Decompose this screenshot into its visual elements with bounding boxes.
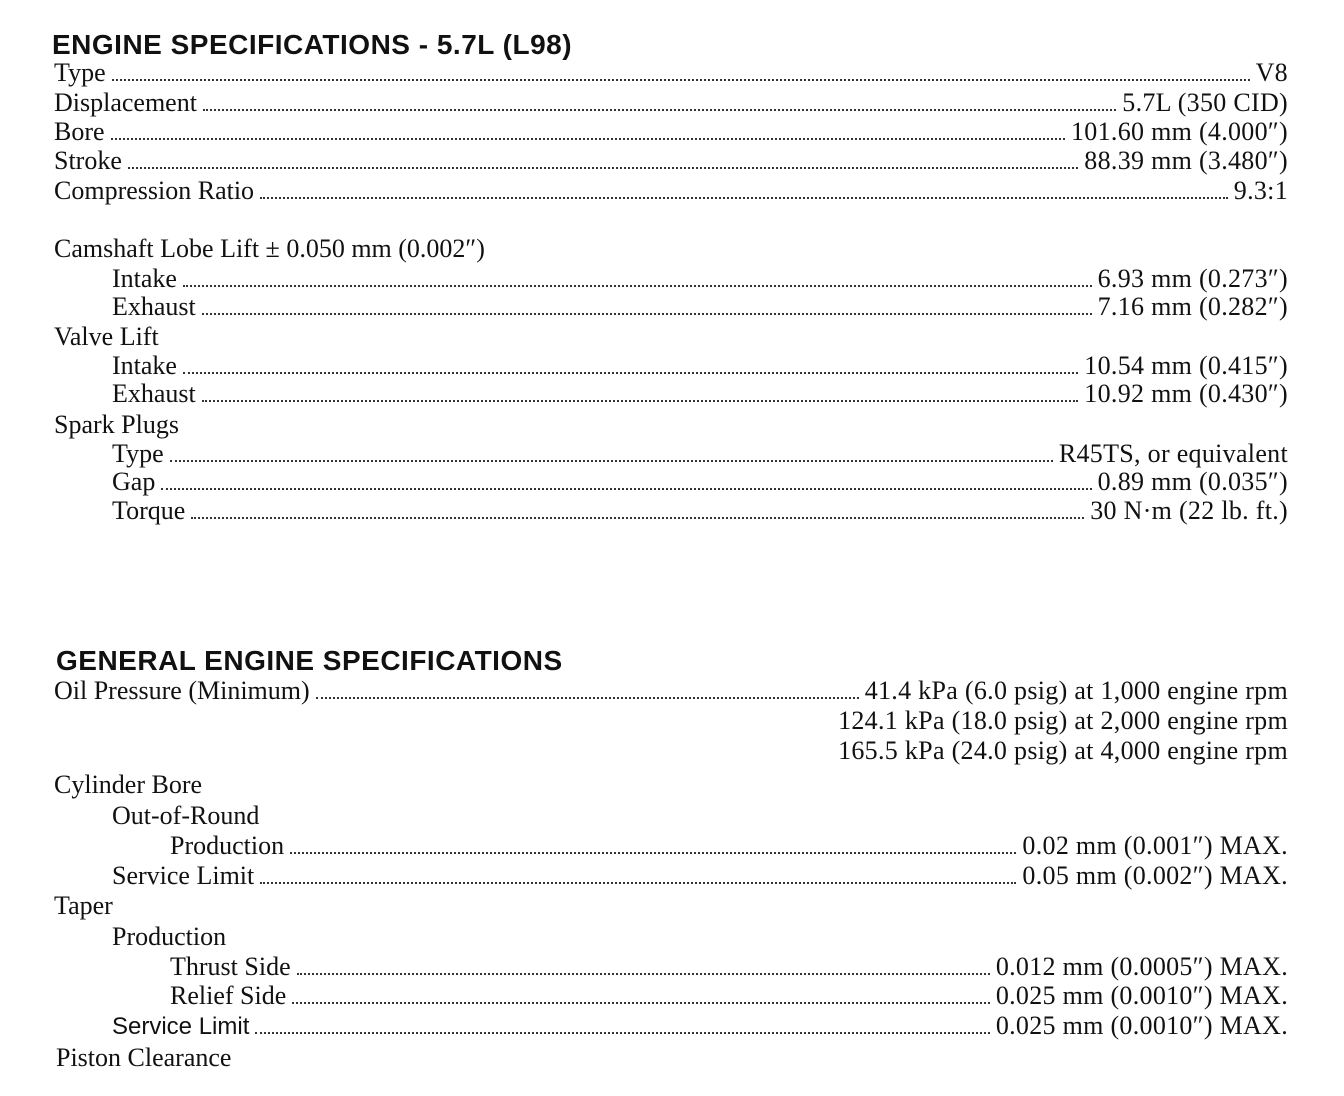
spec-label: Production (170, 831, 285, 860)
spec-label: Compression Ratio (54, 176, 255, 205)
spec-value: 0.89 mm (0.035″) (1097, 467, 1288, 496)
spec-label: Exhaust (112, 292, 196, 321)
spec-label: Relief Side (170, 981, 287, 1010)
spec-label: Intake (112, 264, 177, 293)
spec-label: Oil Pressure (Minimum) (54, 676, 310, 705)
spec-label: Type (112, 439, 164, 468)
spec-label: Torque (112, 496, 186, 525)
spec-row-plug-type (112, 439, 1288, 469)
spec-value: 5.7L (350 CID) (1122, 88, 1288, 117)
dot-leader (111, 138, 1065, 140)
spec-label: Bore (54, 117, 105, 146)
spec-row-valve-exhaust (112, 379, 1288, 409)
spec-value: 30 N·m (22 lb. ft.) (1090, 496, 1288, 525)
taper-label: Taper (54, 891, 113, 920)
taper-production-label: Production (112, 922, 227, 951)
spec-value: 0.025 mm (0.0010″) MAX. (995, 1011, 1288, 1040)
spec-row-relief-side (170, 981, 1288, 1011)
camshaft-lobe-lift-label: Camshaft Lobe Lift ± 0.050 mm (0.002″) (54, 234, 485, 263)
spec-label: Gap (112, 467, 156, 496)
spec-value: 7.16 mm (0.282″) (1097, 292, 1288, 321)
spec-row-bore (54, 117, 1288, 147)
spec-row-oor-service-limit (112, 861, 1288, 891)
spec-label: Exhaust (112, 379, 196, 408)
spec-label: Thrust Side (170, 952, 291, 981)
dot-leader (260, 197, 1228, 199)
spec-label: Type (54, 58, 106, 87)
dot-leader (161, 488, 1091, 490)
engine-specs-heading: ENGINE SPECIFICATIONS - 5.7L (L98) (52, 29, 573, 60)
spec-value: 9.3:1 (1233, 176, 1288, 205)
spec-row-oil-pressure (54, 676, 1288, 706)
spec-row-stroke (54, 146, 1288, 176)
dot-leader (202, 400, 1079, 402)
spec-row-taper-service-limit (112, 1011, 1288, 1041)
spec-label: Stroke (54, 146, 122, 175)
dot-leader (112, 79, 1250, 81)
spec-value: 10.92 mm (0.430″) (1084, 379, 1288, 408)
dot-leader (191, 517, 1084, 519)
dot-leader (255, 1032, 989, 1034)
spec-row-displacement (54, 88, 1288, 118)
spec-value: 0.02 mm (0.001″) MAX. (1022, 831, 1288, 860)
out-of-round-label: Out-of-Round (112, 801, 260, 830)
spec-label: Displacement (54, 88, 197, 117)
spec-row-plug-gap (112, 467, 1288, 497)
spec-row-valve-intake (112, 351, 1288, 381)
dot-leader (292, 1002, 990, 1004)
spec-value: 10.54 mm (0.415″) (1084, 351, 1288, 380)
dot-leader (202, 313, 1092, 315)
spec-row-thrust-side (170, 952, 1288, 982)
spec-row-cam-intake (112, 264, 1288, 294)
general-engine-specs-heading: GENERAL ENGINE SPECIFICATIONS (56, 645, 563, 676)
spec-value: 41.4 kPa (6.0 psig) at 1,000 engine rpm (864, 676, 1288, 705)
dot-leader (170, 460, 1053, 462)
dot-leader (260, 882, 1016, 884)
spec-value: R45TS, or equivalent (1058, 439, 1288, 468)
dot-leader (183, 372, 1078, 374)
spec-value: 0.012 mm (0.0005″) MAX. (995, 952, 1288, 981)
spec-row-cam-exhaust (112, 292, 1288, 322)
dot-leader (316, 697, 859, 699)
cylinder-bore-label: Cylinder Bore (54, 770, 203, 799)
dot-leader (183, 285, 1092, 287)
spec-value: 0.025 mm (0.0010″) MAX. (995, 981, 1288, 1010)
spec-label: Intake (112, 351, 177, 380)
oil-pressure-value-4000: 165.5 kPa (24.0 psig) at 4,000 engine rpm (838, 736, 1288, 765)
spec-value: 6.93 mm (0.273″) (1097, 264, 1288, 293)
spec-row-type (54, 58, 1288, 88)
dot-leader (128, 167, 1078, 169)
oil-pressure-value-2000: 124.1 kPa (18.0 psig) at 2,000 engine rpm (838, 706, 1288, 735)
spec-label: Service Limit (112, 1013, 250, 1040)
spec-label: Service Limit (112, 861, 255, 890)
dot-leader (297, 973, 990, 975)
spec-value: 88.39 mm (3.480″) (1084, 146, 1288, 175)
dot-leader (290, 852, 1016, 854)
spec-value: 101.60 mm (4.000″) (1071, 117, 1288, 146)
spec-row-oor-production (170, 831, 1288, 861)
dot-leader (203, 109, 1116, 111)
spec-row-compression-ratio (54, 176, 1288, 206)
spec-value: V8 (1255, 58, 1288, 87)
spark-plugs-label: Spark Plugs (54, 410, 179, 439)
spec-value: 0.05 mm (0.002″) MAX. (1022, 861, 1288, 890)
valve-lift-label: Valve Lift (54, 322, 159, 351)
piston-clearance-label: Piston Clearance (56, 1043, 232, 1072)
spec-row-plug-torque (112, 496, 1288, 526)
